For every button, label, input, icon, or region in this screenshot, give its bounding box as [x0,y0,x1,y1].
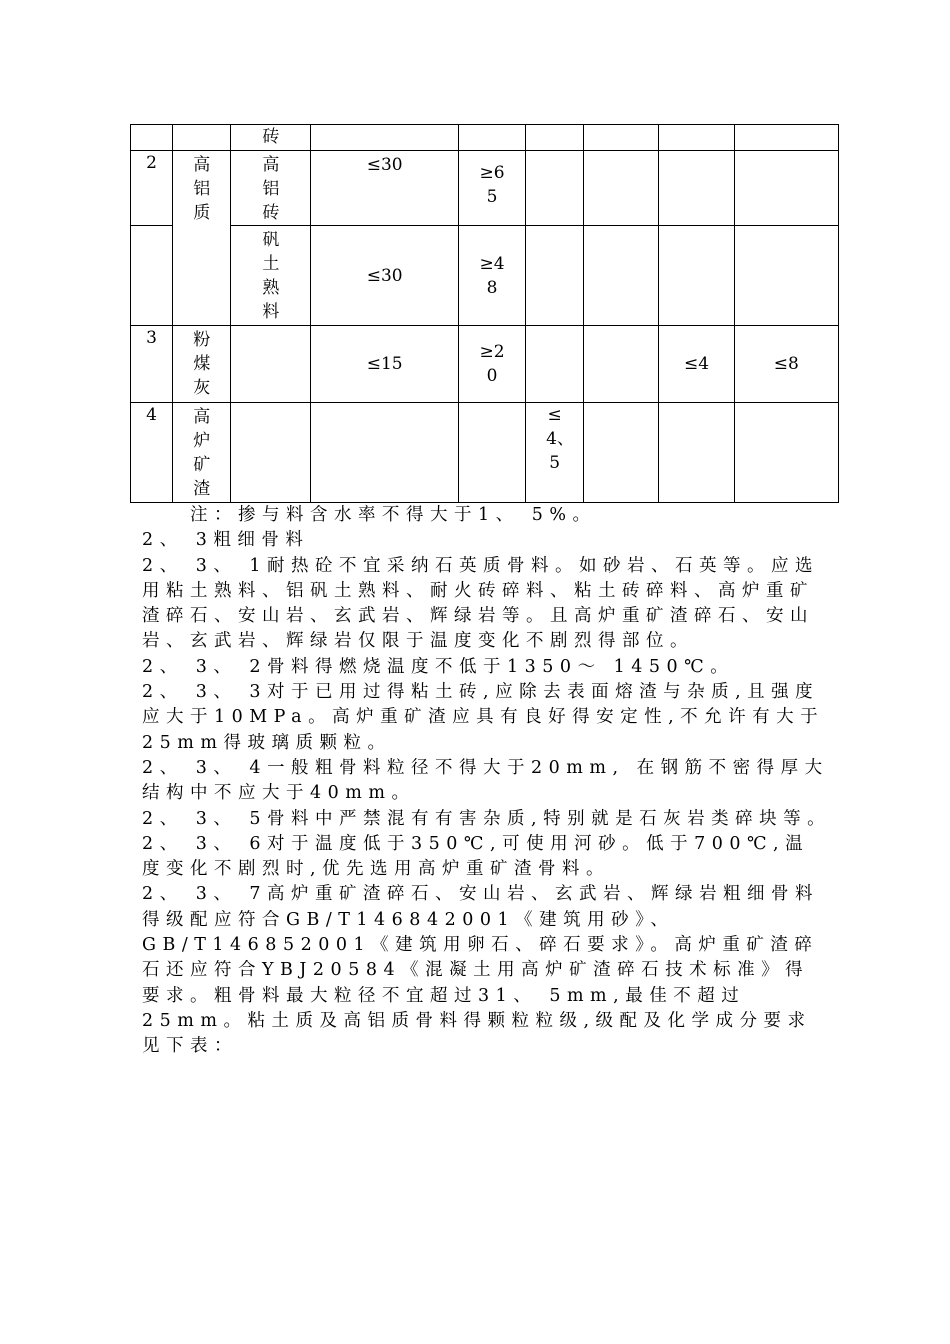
table-cell [526,226,584,326]
table-row [131,151,839,226]
table-cell: ≥20 [458,326,525,403]
body-text [142,503,832,1060]
table-cell-no: 4 [131,403,173,503]
table-cell: ≤8 [734,326,838,403]
table-row [131,403,839,503]
material-spec-table [130,124,839,503]
table-cell [584,125,659,151]
table-cell: ≥65 [458,151,525,226]
table-cell: ≤30 [311,226,458,326]
table-cell [584,151,659,226]
paragraph: 2、 3、 4一般粗骨料粒径不得大于20mm, 在钢筋不密得厚大结构中不应大于40mm。 [142,757,829,804]
paragraph: 2、 3、 5骨料中严禁混有有害杂质,特别就是石灰岩类碎块等。 [142,808,832,829]
table-cell: ≤15 [311,326,458,403]
table-cell [458,403,525,503]
table-cell-type [173,125,231,151]
paragraph: 2、 3、 2骨料得燃烧温度不低于1350～ 1450℃。 [142,656,735,677]
table-cell [526,151,584,226]
table-cell [734,151,838,226]
table-cell [659,151,734,226]
table-cell [734,125,838,151]
table-note: 注：掺与料含水率不得大于1、 5%。 [190,505,597,525]
table-cell [659,226,734,326]
table-cell-sub: 高铝砖 [231,151,311,226]
table-cell [659,125,734,151]
table-cell-sub: 矾土熟料 [231,226,311,326]
table-cell-no: 2 [131,151,173,226]
table-cell-no: 3 [131,326,173,403]
table-cell-type: 高铝质 [173,151,231,326]
table-cell-no [131,125,173,151]
table-cell-sub [231,326,311,403]
table-row [131,226,839,326]
table-row [131,326,839,403]
table-cell-no [131,226,173,326]
table-cell [526,326,584,403]
table-cell-type: 高炉矿渣 [173,403,231,503]
table-cell-type: 粉煤灰 [173,326,231,403]
table-cell [659,403,734,503]
table-cell-sub: 砖 [231,125,311,151]
table-cell [584,326,659,403]
table-cell [734,226,838,326]
table-cell: ≤4 [659,326,734,403]
paragraph: 2、 3、 7高炉重矿渣碎石、安山岩、玄武岩、辉绿岩粗细骨料得级配应符合GB/T146842001《建筑用砂》、GB/T146852001《建筑用卵石、碎石要求》。高炉重矿渣碎石还应符合YBJ20584《混凝土用高炉矿渣碎石技术标准》得要求。粗骨料最大粒径不宜超过31、 5mm,最佳不超过25mm。粘土质及高铝质骨料得颗粒粒级,级配及化学成分要求见下表： [142,884,820,1057]
table-cell: ≥48 [458,226,525,326]
table-cell: ≤4、5 [526,403,584,503]
table-row [131,125,839,151]
table-cell [734,403,838,503]
paragraph: 2、 3、 6对于温度低于350℃,可使用河砂。低于700℃,温度变化不剧烈时,优先选用高炉重矿渣骨料。 [142,833,810,880]
table-cell [526,125,584,151]
table-cell: ≤30 [311,151,458,226]
table-cell [311,125,458,151]
table-cell [584,403,659,503]
table-cell [311,403,458,503]
table-cell [584,226,659,326]
section-heading: 2、 3粗细骨料 [142,530,310,551]
table-cell-sub [231,403,311,503]
paragraph: 2、 3、 1耐热砼不宜采纳石英质骨料。如砂岩、石英等。应选用粘土熟料、铝矾土熟料、耐火砖碎料、粘土砖碎料、高炉重矿渣碎石、安山岩、玄武岩、辉绿岩等。且高炉重矿渣碎石、安山岩、玄武岩、辉绿岩仅限于温度变化不剧烈得部位。 [142,555,820,652]
paragraph: 2、 3、 3对于已用过得粘土砖,应除去表面熔渣与杂质,且强度应大于10MPa。高炉重矿渣应具有良好得安定性,不允许有大于25mm得玻璃质颗粒。 [142,682,825,753]
table-cell [458,125,525,151]
